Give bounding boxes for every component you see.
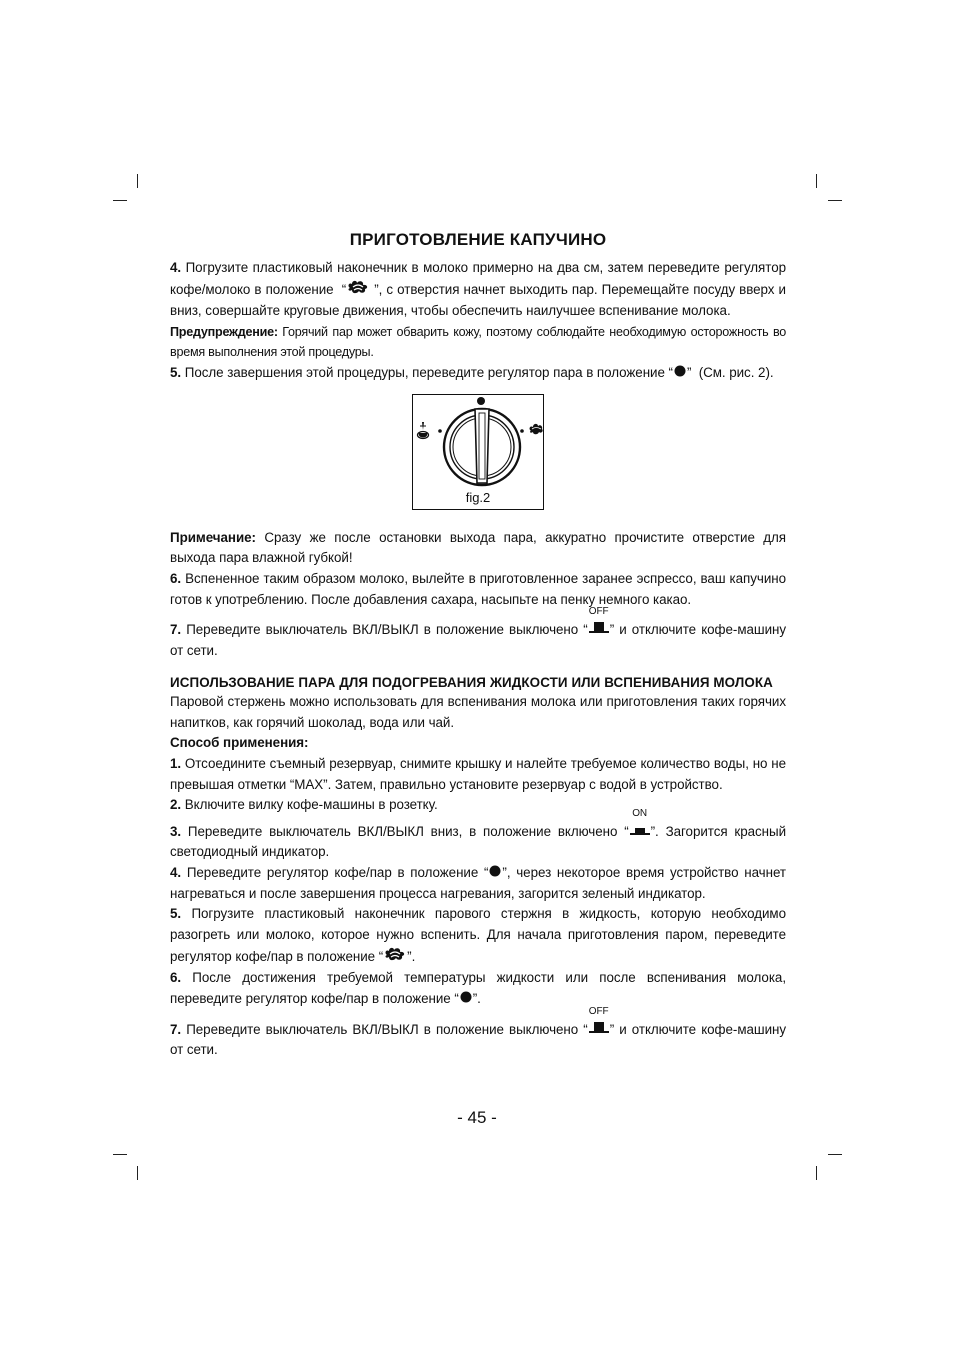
steam-step-3: 3. Переведите выключатель ВКЛ/ВЫКЛ вниз, в положение включено “ ON ”. Загорится красный светодиодный индикатор. [170, 807, 786, 860]
method-label: Способ применения: [170, 735, 309, 751]
steam-step-7: 7. Переведите выключатель ВКЛ/ВЫКЛ в положение выключено “ OFF ” и отключите кофе-машину от сети. [170, 1005, 786, 1058]
crop-mark [137, 1166, 138, 1180]
switch-off-symbol: OFF [588, 1020, 610, 1041]
crop-mark [816, 1166, 817, 1180]
step-6: 6. Вспененное таким образом молоко, вылейте в приготовленное заранее эспрессо, ваш капучино готов к употреблению. После добавления сахара, насыпьте на пенку немного какао. [170, 570, 786, 607]
switch-off-icon [588, 622, 610, 634]
switch-on-icon [629, 824, 651, 836]
switch-off-icon [588, 1022, 610, 1034]
page-content [170, 230, 786, 1061]
section-title-steam: ИСПОЛЬЗОВАНИЕ ПАРА ДЛЯ ПОДОГРЕВАНИЯ ЖИДКОСТИ ИЛИ ВСПЕНИВАНИЯ МОЛОКА [170, 675, 773, 691]
step-5: 5. После завершения этой процедуры, переведите регулятор пара в положение “ ” (См. рис. 2). [170, 363, 786, 384]
switch-off-symbol: OFF [588, 620, 610, 641]
steam-step-6: 6. После достижения требуемой температуры жидкости или после вспенивания молока, переведите регулятор кофе/пар в положение “ ”. [170, 968, 786, 1009]
note-paragraph: Примечание: Сразу же после остановки выхода пара, аккуратно прочистите отверстие для выхода пара влажной губкой! [170, 529, 786, 566]
crop-mark [828, 1154, 842, 1155]
crop-mark [113, 200, 127, 201]
dot-icon [488, 863, 502, 884]
step-7: 7. Переведите выключатель ВКЛ/ВЫКЛ в положение выключено “ OFF ” и отключите кофе-машину от сети. [170, 606, 786, 658]
crop-mark [137, 174, 138, 188]
figure-dial [412, 394, 544, 510]
page-number: - 45 - [457, 1108, 497, 1127]
figure-caption: fig.2 [465, 489, 491, 505]
warning-paragraph: Предупреждение: Горячий пар может обварить кожу, поэтому соблюдайте необходимую осторожность во время выполнения этой процедуры. [170, 324, 786, 360]
crop-mark [113, 1154, 127, 1155]
crop-mark [816, 174, 817, 188]
crop-mark [828, 200, 842, 201]
steam-step-2: 2. Включите вилку кофе-машины в розетку. [170, 797, 438, 813]
switch-on-symbol: ON [629, 822, 651, 843]
steam-intro: Паровой стержень можно использовать для вспенивания молока или приготовления таких горячих напитков, как горячий шоколад, вода или чай. [170, 694, 786, 730]
dot-icon [673, 363, 687, 384]
steam-icon [383, 946, 407, 969]
steam-step-1: 1. Отсоедините съемный резервуар, снимите крышку и налейте требуемое количество воды, но не превышая отметки “MAX”. Затем, правильно установите резервуар с водой в устройство. [170, 756, 786, 792]
steam-icon [346, 279, 370, 302]
steam-step-5: 5. Погрузите пластиковый наконечник парового стержня в жидкость, которую необходимо разогреть или молоко, которое нужно вспенить. Для начала приготовления паром, переведите регулятор кофе/пар в положение “ ”. [170, 904, 786, 968]
dot-icon [459, 989, 473, 1010]
steam-step-4: 4. Переведите регулятор кофе/пар в положение “ ”, через некоторое время устройство начнет нагреваться и после завершения процесса нагревания, загорится зеленый индикатор. [170, 865, 786, 901]
step-4: 4. Погрузите пластиковый наконечник в молоко примерно на два см, затем переведите регулятор кофе/молоко в положение “ ”, с отверстия начнет выходить пар. Перемещайте посуду вверх и вниз, совершайте круговые движения, чтобы обеспечить наилучшее вспенивание молока. [170, 260, 786, 319]
page-title: ПРИГОТОВЛЕНИЕ КАПУЧИНО [349, 230, 607, 249]
